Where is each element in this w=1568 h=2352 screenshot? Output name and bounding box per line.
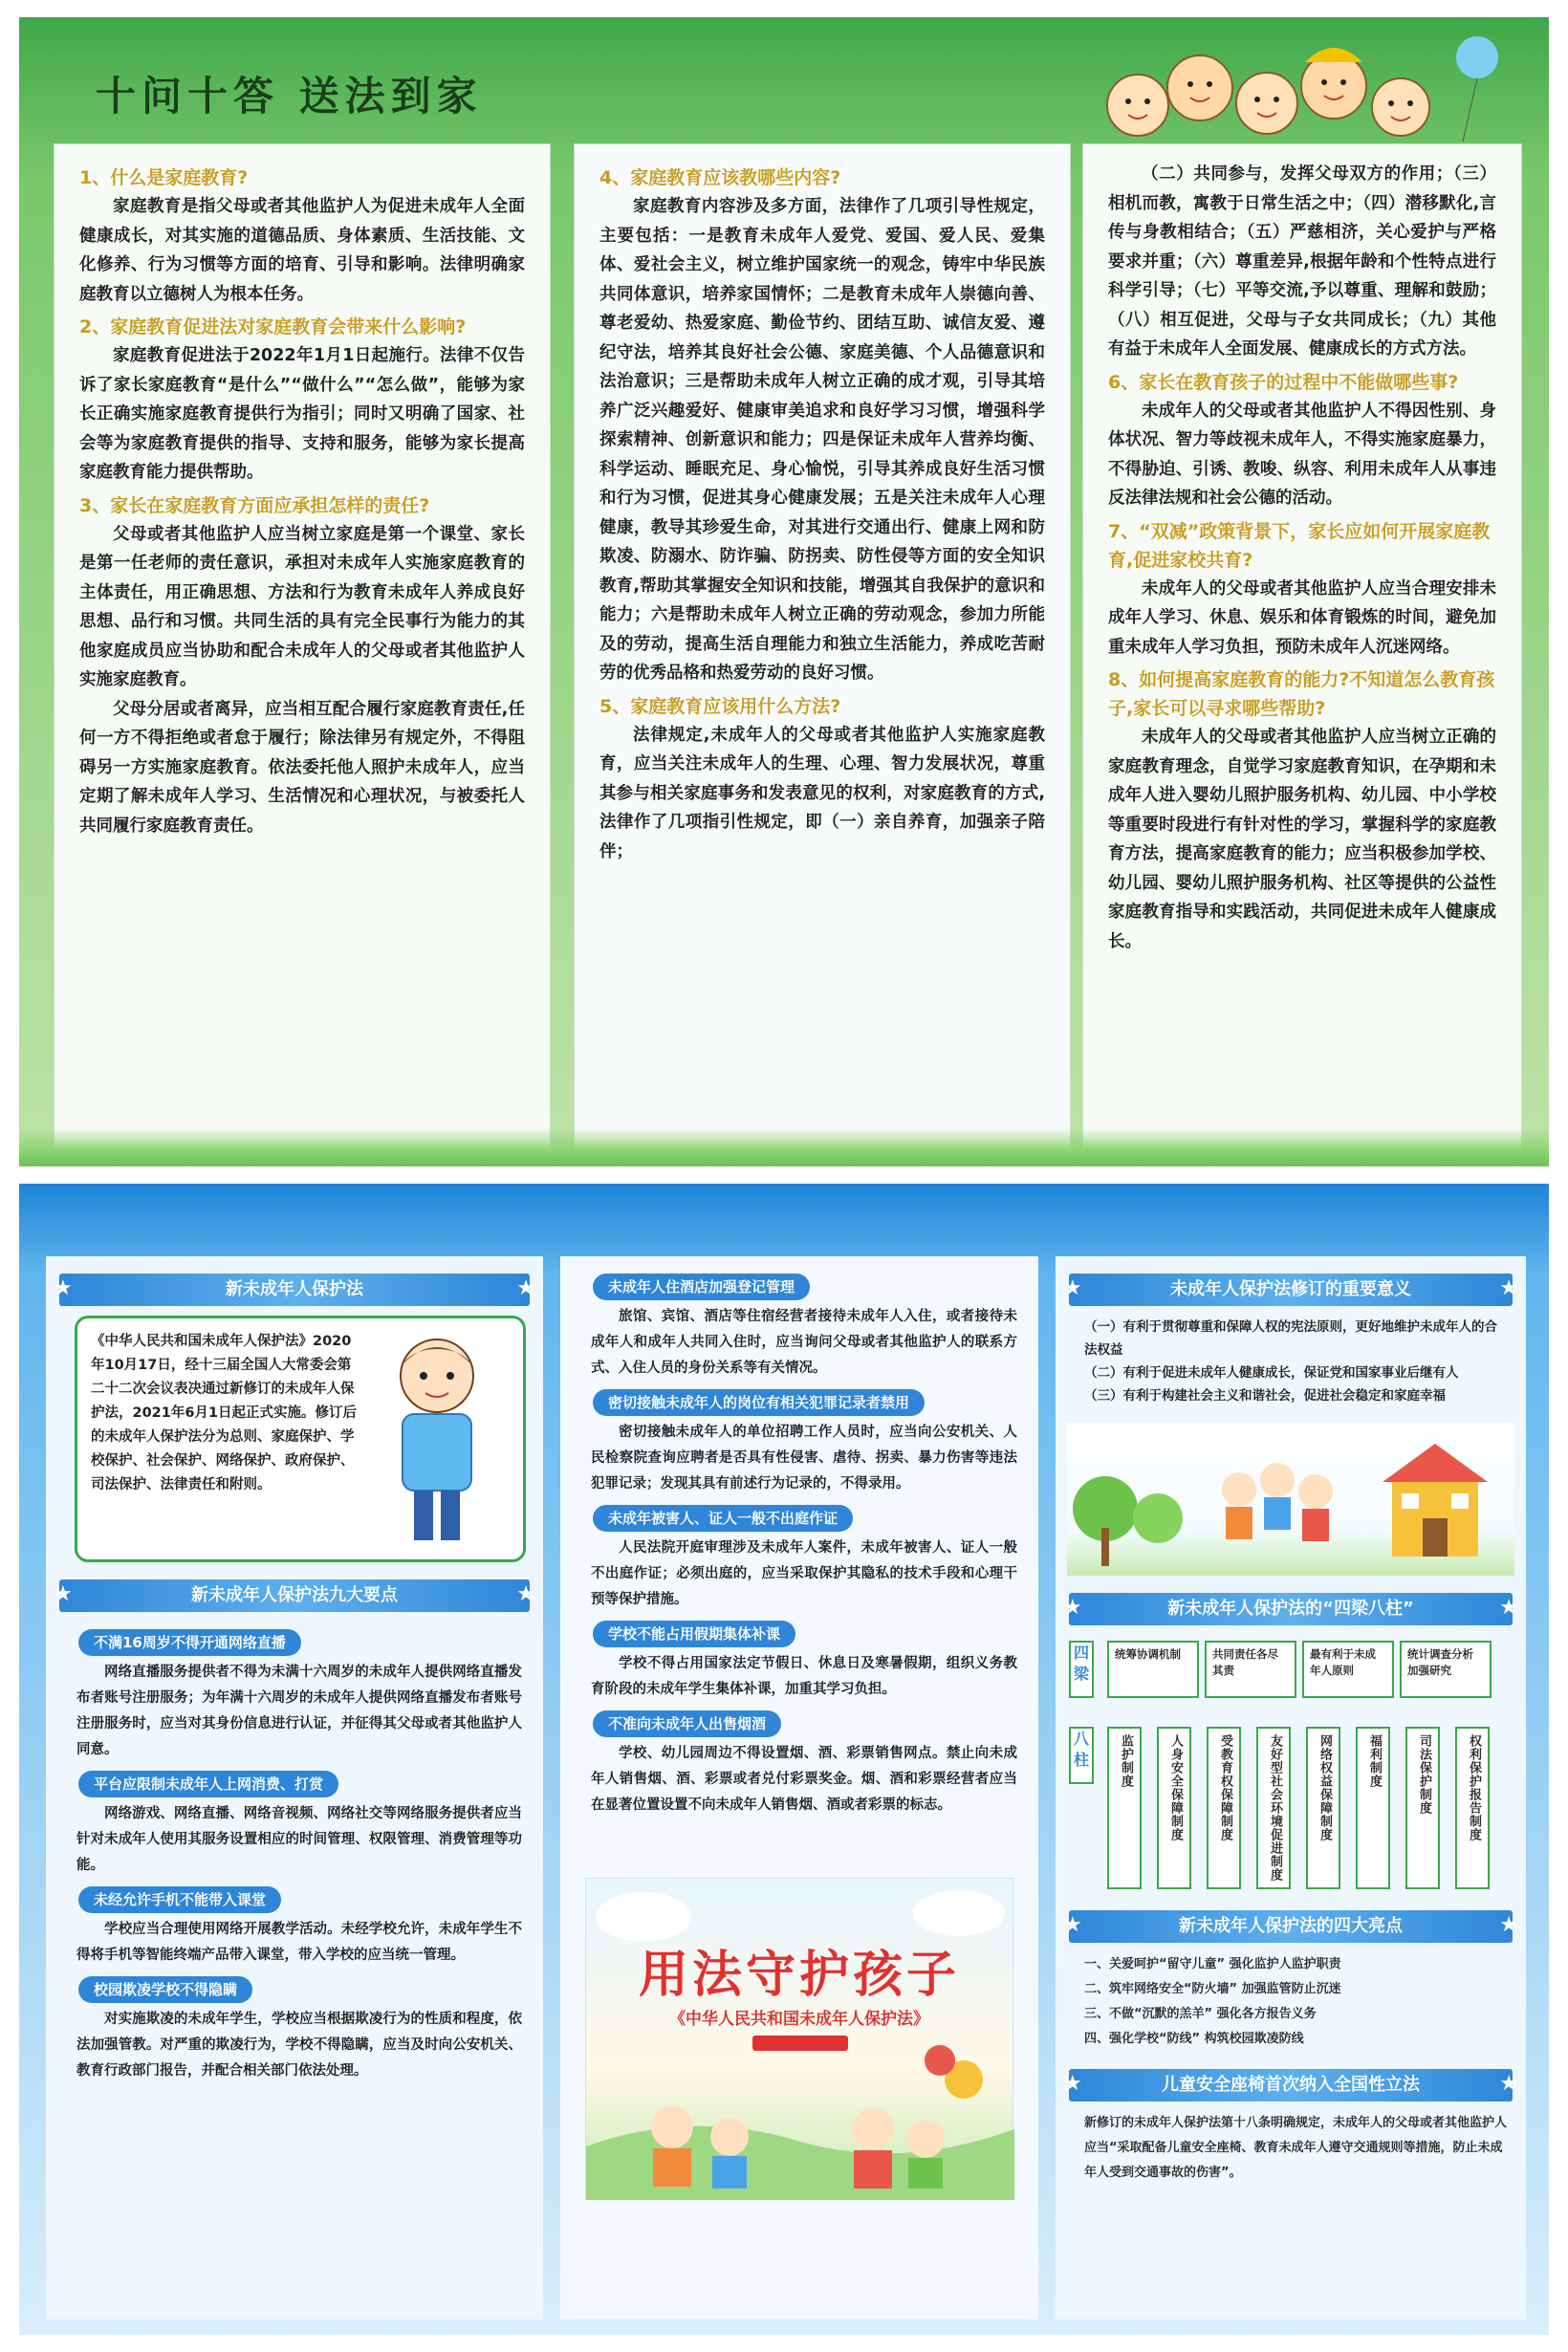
point-title-4: 校园欺凌学校不得隐瞒: [78, 1976, 252, 2003]
star-icon: ★: [54, 1276, 73, 1300]
answer-3b: 父母分居或者离异，应当相互配合履行家庭教育责任,任何一方不得拒绝或者怠于履行；除法律另有规定外，不得阻碍另一方实施家庭教育。依法委托他人照护未成年人，应当定期了解未成年人学习、生活情况和心理状况，与被委托人共同履行家庭教育责任。: [79, 699, 525, 836]
point-title-2: 平台应限制未成年人上网消费、打赏: [78, 1771, 338, 1797]
cartoon-kids-illustration: [1100, 29, 1511, 143]
star-icon: ★: [1063, 1276, 1082, 1300]
brochure-title: 十问十答 送法到家: [96, 73, 483, 120]
point-text-8: 学校不得占用国家法定节假日、休息日及寒暑假期，组织义务教育阶段的未成年学生集体补课，加重其学习负担。: [591, 1656, 1017, 1697]
pillar-2: 人身安全保障制度: [1157, 1727, 1191, 1889]
top-panel-middle: [574, 143, 1071, 1157]
banner-label: 未成年人保护法修订的重要意义: [1170, 1279, 1411, 1299]
four-beams-eight-pillars-diagram: [1069, 1635, 1513, 1893]
answer-1: 家庭教育是指父母或者其他监护人为促进未成年人全面健康成长，对其实施的道德品质、身体素质、生活技能、文化修养、行为习惯等方面的培育、引导和影响。法律明确家庭教育以立德树人为根本任务。: [79, 197, 525, 304]
point-title-8: 学校不能占用假期集体补课: [593, 1621, 795, 1647]
bottom-panel-middle: [560, 1256, 1038, 2319]
point-title-5: 未成年人住酒店加强登记管理: [593, 1274, 810, 1300]
question-5: 5、家庭教育应该用什么方法?: [599, 695, 841, 717]
beam-1: 统筹协调机制: [1107, 1641, 1199, 1698]
highlight-4: 四、强化学校“防线” 构筑校园欺凌防线: [1084, 2032, 1304, 2046]
point-title-7: 未成年被害人、证人一般不出庭作证: [593, 1505, 853, 1532]
banner-significance: [1063, 1274, 1518, 1306]
point-text-1: 网络直播服务提供者不得为未满十六周岁的未成年人提供网络直播发布者账号注册服务；为年满十六周岁的未成年人提供网络直播发布者账号注册服务时，应当对其身份信息进行认证，并征得其父母或者其他监护人同意。: [76, 1665, 522, 1757]
significance-list: [1056, 1316, 1526, 1407]
top-panel-right: [1082, 143, 1522, 1157]
answer-2: 家庭教育促进法于2022年1月1日起施行。法律不仅告诉了家长家庭教育“是什么”“做什么”“怎么做”，能够为家长正确实施家庭教育提供行为指引；同时又明确了国家、社会等为家庭教育提供的指导、支持和服务，能够为家长提高家庭教育能力提供帮助。: [79, 346, 525, 482]
cartoon-boy-illustration: [370, 1328, 504, 1548]
question-2: 2、家庭教育促进法对家庭教育会带来什么影响?: [79, 316, 467, 338]
answer-4: 家庭教育内容涉及多方面，法律作了几项引导性规定，主要包括：一是教育未成年人爱党、爱国、爱人民、爱集体、爱社会主义，树立维护国家统一的观念，铸牢中华民族共同体意识，培养家国情怀；二是教育未成年人崇德向善、尊老爱幼、热爱家庭、勤俭节约、团结互助、诚信友爱、遵纪守法，培养其良好社会公德、家庭美德、个人品德意识和法治意识；三是帮助未成年人树立正确的成才观，引导其培养广泛兴趣爱好、健康审美追求和良好学习习惯，增强科学探索精神、创新意识和能力；四是保证未成年人营养均衡、科学运动、睡眠充足、身心愉悦，引导其养成良好生活习惯和行为习惯，促进其身心健康发展；五是关注未成年人心理健康，教导其珍爱生命，对其进行交通出行、健康上网和防欺凌、防溺水、防诈骗、防拐卖、防性侵等方面的安全知识教育,帮助其掌握安全知识和技能，增强其自我保护的意识和能力；六是帮助未成年人树立正确的劳动观念，参加力所能及的劳动，提高生活自理能力和独立生活能力，养成吃苦耐劳的优秀品格和热爱劳动的良好习惯。: [599, 197, 1045, 683]
point-text-9: 学校、幼儿园周边不得设置烟、酒、彩票销售网点。禁止向未成年人销售烟、酒、彩票或者兑付彩票奖金。烟、酒和彩票经营者应当在显著位置设置不向未成年人销售烟、酒或者彩票的标志。: [591, 1746, 1017, 1813]
banner-four-highlights: [1063, 1910, 1518, 1943]
banner-label: 新未成年人保护法的“四梁八柱”: [1167, 1599, 1414, 1619]
answer-8: 未成年人的父母或者其他监护人应当树立正确的家庭教育理念，自觉学习家庭教育知识，在孕期和未成年人进入婴幼儿照护服务机构、幼儿园、中小学校等重要时段进行有针对性的学习，掌握科学的家庭教育方法，提高家庭教育的能力；应当积极参加学校、幼儿园、婴幼儿照护服务机构、社区等提供的公益性家庭教育指导和实践活动，共同促进未成年人健康成长。: [1108, 728, 1496, 951]
highlights-list: [1056, 1952, 1526, 2052]
beam-2: 共同责任各尽其责: [1205, 1641, 1296, 1698]
answer-7: 未成年人的父母或者其他监护人应当合理安排未成年人学习、休息、娱乐和体育锻炼的时间，避免加重未成年人学习负担，预防未成年人沉迷网络。: [1108, 578, 1496, 657]
tag-eight-pillars: 八柱: [1069, 1727, 1094, 1784]
grass-decoration: [19, 1128, 1549, 1166]
highlight-3: 三、不做“沉默的羔羊” 强化各方报告义务: [1084, 2007, 1317, 2021]
question-8: 8、如何提高家庭教育的能力?不知道怎么教育孩子,家长可以寻求哪些帮助?: [1108, 669, 1495, 719]
star-icon: ★: [516, 1276, 535, 1300]
pillar-6: 福利制度: [1356, 1727, 1390, 1889]
bottom-panel-left: [46, 1256, 543, 2319]
banner-label: 新未成年人保护法的四大亮点: [1179, 1916, 1403, 1936]
answer-6: 未成年人的父母或者其他监护人不得因性别、身体状况、智力等歧视未成年人，不得实施家庭暴力，不得胁迫、引诱、教唆、纵容、利用未成年人从事违反法律法规和社会公德的活动。: [1108, 401, 1496, 508]
point-text-7: 人民法院开庭审理涉及未成年人案件，未成年被害人、证人一般不出庭作证；必须出庭的，应当采取保护其隐私的技术手段和心理干预等保护措施。: [591, 1540, 1017, 1607]
beam-3: 最有利于未成年人原则: [1302, 1641, 1394, 1698]
protect-children-poster: [585, 1878, 1013, 2199]
pillar-3: 受教育权保障制度: [1207, 1727, 1241, 1889]
point-title-6: 密切接触未成年人的岗位有相关犯罪记录者禁用: [593, 1389, 925, 1416]
answer-5: 法律规定,未成年人的父母或者其他监护人实施家庭教育，应当关注未成年人的生理、心理、智力发展状况，尊重其参与相关家庭事务和发表意见的权利，对家庭教育的方式,法律作了几项指引性规定，即（一）亲自养育，加强亲子陪伴；: [599, 725, 1045, 861]
star-icon: ★: [1063, 2072, 1082, 2096]
star-icon: ★: [1499, 1276, 1518, 1300]
significance-item-3: （三）有利于构建社会主义和谐社会，促进社会稳定和家庭幸福: [1084, 1388, 1446, 1404]
banner-label: 新未成年人保护法九大要点: [191, 1585, 398, 1605]
banner-child-seat: [1063, 2069, 1518, 2102]
pillar-8: 权利保护报告制度: [1455, 1727, 1490, 1889]
poster-title: 用法守护孩子: [638, 1946, 960, 2004]
point-text-6: 密切接触未成年人的单位招聘工作人员时，应当向公安机关、人民检察院查询应聘者是否具有性侵害、虐待、拐卖、暴力伤害等违法犯罪记录；发现其具有前述行为记录的，不得录用。: [591, 1425, 1017, 1492]
playground-scene: [1067, 1423, 1514, 1576]
children-playground-illustration: [1067, 1423, 1514, 1576]
banner-label: 新未成年人保护法: [226, 1279, 363, 1299]
poster-tag: [752, 2036, 848, 2051]
pillar-1: 监护制度: [1107, 1727, 1142, 1889]
star-icon: ★: [1063, 1913, 1082, 1937]
star-icon: ★: [1499, 1913, 1518, 1937]
point-title-1: 不满16周岁不得开通网络直播: [78, 1629, 301, 1656]
pillar-5: 网络权益保障制度: [1306, 1727, 1340, 1889]
significance-item-1: （一）有利于贯彻尊重和保障人权的宪法原则，更好地维护未成年人的合法权益: [1084, 1319, 1497, 1358]
family-education-brochure-photo: [19, 17, 1549, 1166]
banner-label: 儿童安全座椅首次纳入全国性立法: [1162, 2075, 1420, 2095]
star-icon: ★: [1499, 1596, 1518, 1620]
star-icon: ★: [1499, 2072, 1518, 2096]
beam-4: 统计调查分析加强研究: [1400, 1641, 1492, 1698]
highlight-2: 二、筑牢网络安全“防火墙” 加强监管防止沉迷: [1084, 1982, 1341, 1996]
answer-3a: 父母或者其他监护人应当树立家庭是第一个课堂、家长是第一任老师的责任意识，承担对未成年人实施家庭教育的主体责任，用正确思想、方法和行为教育未成年人养成良好思想、品行和习惯。共同生活的具有完全民事行为能力的其他家庭成员应当协助和配合未成年人的父母或者其他监护人实施家庭教育。: [79, 524, 525, 689]
pillar-7: 司法保护制度: [1405, 1727, 1440, 1889]
question-4: 4、家庭教育应该教哪些内容?: [599, 167, 841, 188]
point-text-2: 网络游戏、网络直播、网络音视频、网络社交等网络服务提供者应当针对未成年人使用其服务设置相应的时间管理、权限管理、消费管理等功能。: [76, 1806, 522, 1873]
banner-new-law: [54, 1274, 535, 1306]
point-title-9: 不准向未成年人出售烟酒: [593, 1710, 781, 1737]
question-1: 1、什么是家庭教育?: [79, 167, 249, 188]
question-3: 3、家长在家庭教育方面应承担怎样的责任?: [79, 494, 430, 516]
tag-four-beams: 四梁: [1069, 1641, 1094, 1698]
question-7: 7、“双减”政策背景下，家长应如何开展家庭教育,促进家校共育?: [1108, 520, 1491, 571]
poster-subtitle: 《中华人民共和国未成年人保护法》: [669, 2010, 929, 2029]
star-icon: ★: [1063, 1596, 1082, 1620]
pillar-4: 友好型社会环境促进制度: [1256, 1727, 1291, 1889]
banner-four-beams: [1063, 1593, 1518, 1625]
highlight-1: 一、关爱呵护“留守儿童” 强化监护人监护职责: [1084, 1957, 1341, 1971]
point-title-3: 未经允许手机不能带入课堂: [78, 1886, 281, 1913]
minor-protection-brochure-photo: [19, 1184, 1549, 2335]
point-text-3: 学校应当合理使用网络开展教学活动。未经学校允许，未成年学生不得将手机等智能终端产品带入课堂，带入学校的应当统一管理。: [76, 1922, 522, 1963]
banner-nine-points: [54, 1579, 535, 1612]
child-seat-text: 新修订的未成年人保护法第十八条明确规定，未成年人的父母或者其他监护人应当“采取配备儿童安全座椅、教育未成年人遵守交通规则等措施，防止未成年人受到交通事故的伤害”。: [1084, 2116, 1508, 2180]
significance-item-2: （二）有利于促进未成年人健康成长，保证党和国家事业后继有人: [1084, 1365, 1459, 1381]
star-icon: ★: [516, 1582, 535, 1606]
bottom-panel-right: [1056, 1256, 1526, 2319]
question-6: 6、家长在教育孩子的过程中不能做哪些事?: [1108, 371, 1459, 393]
child-seat-section: [1056, 2111, 1526, 2186]
law-intro-box: [75, 1316, 526, 1562]
law-intro-text: 《中华人民共和国未成年人保护法》2020年10月17日，经十三届全国人大常委会第二十二次会议表决通过新修订的未成年人保护法，2021年6月1日起正式实施。修订后的未成年人保护法分为总则、家庭保护、学校保护、社会保护、网络保护、政府保护、司法保护、法律责任和附则。: [91, 1334, 358, 1492]
answer-5-continued: （二）共同参与，发挥父母双方的作用；（三）相机而教，寓教于日常生活之中；（四）潜移默化,言传与身教相结合；（五）严慈相济，关心爱护与严格要求并重；（六）尊重差异,根据年龄和个性特点进行科学引导；（七）平等交流,予以尊重、理解和鼓励；（八）相互促进，父母与子女共同成长；（九）其他有益于未成年人全面发展、健康成长的方式方法。: [1108, 164, 1496, 359]
point-text-4: 对实施欺凌的未成年学生，学校应当根据欺凌行为的性质和程度，依法加强管教。对严重的欺凌行为，学校不得隐瞒，应当及时向公安机关、教育行政部门报告，并配合相关部门依法处理。: [76, 2012, 522, 2079]
star-icon: ★: [54, 1582, 73, 1606]
top-panel-left: [54, 143, 551, 1157]
point-text-5: 旅馆、宾馆、酒店等住宿经营者接待未成年人入住，或者接待未成年人和成年人共同入住时，应当询问父母或者其他监护人的联系方式、入住人员的身份关系等有关情况。: [591, 1309, 1017, 1376]
